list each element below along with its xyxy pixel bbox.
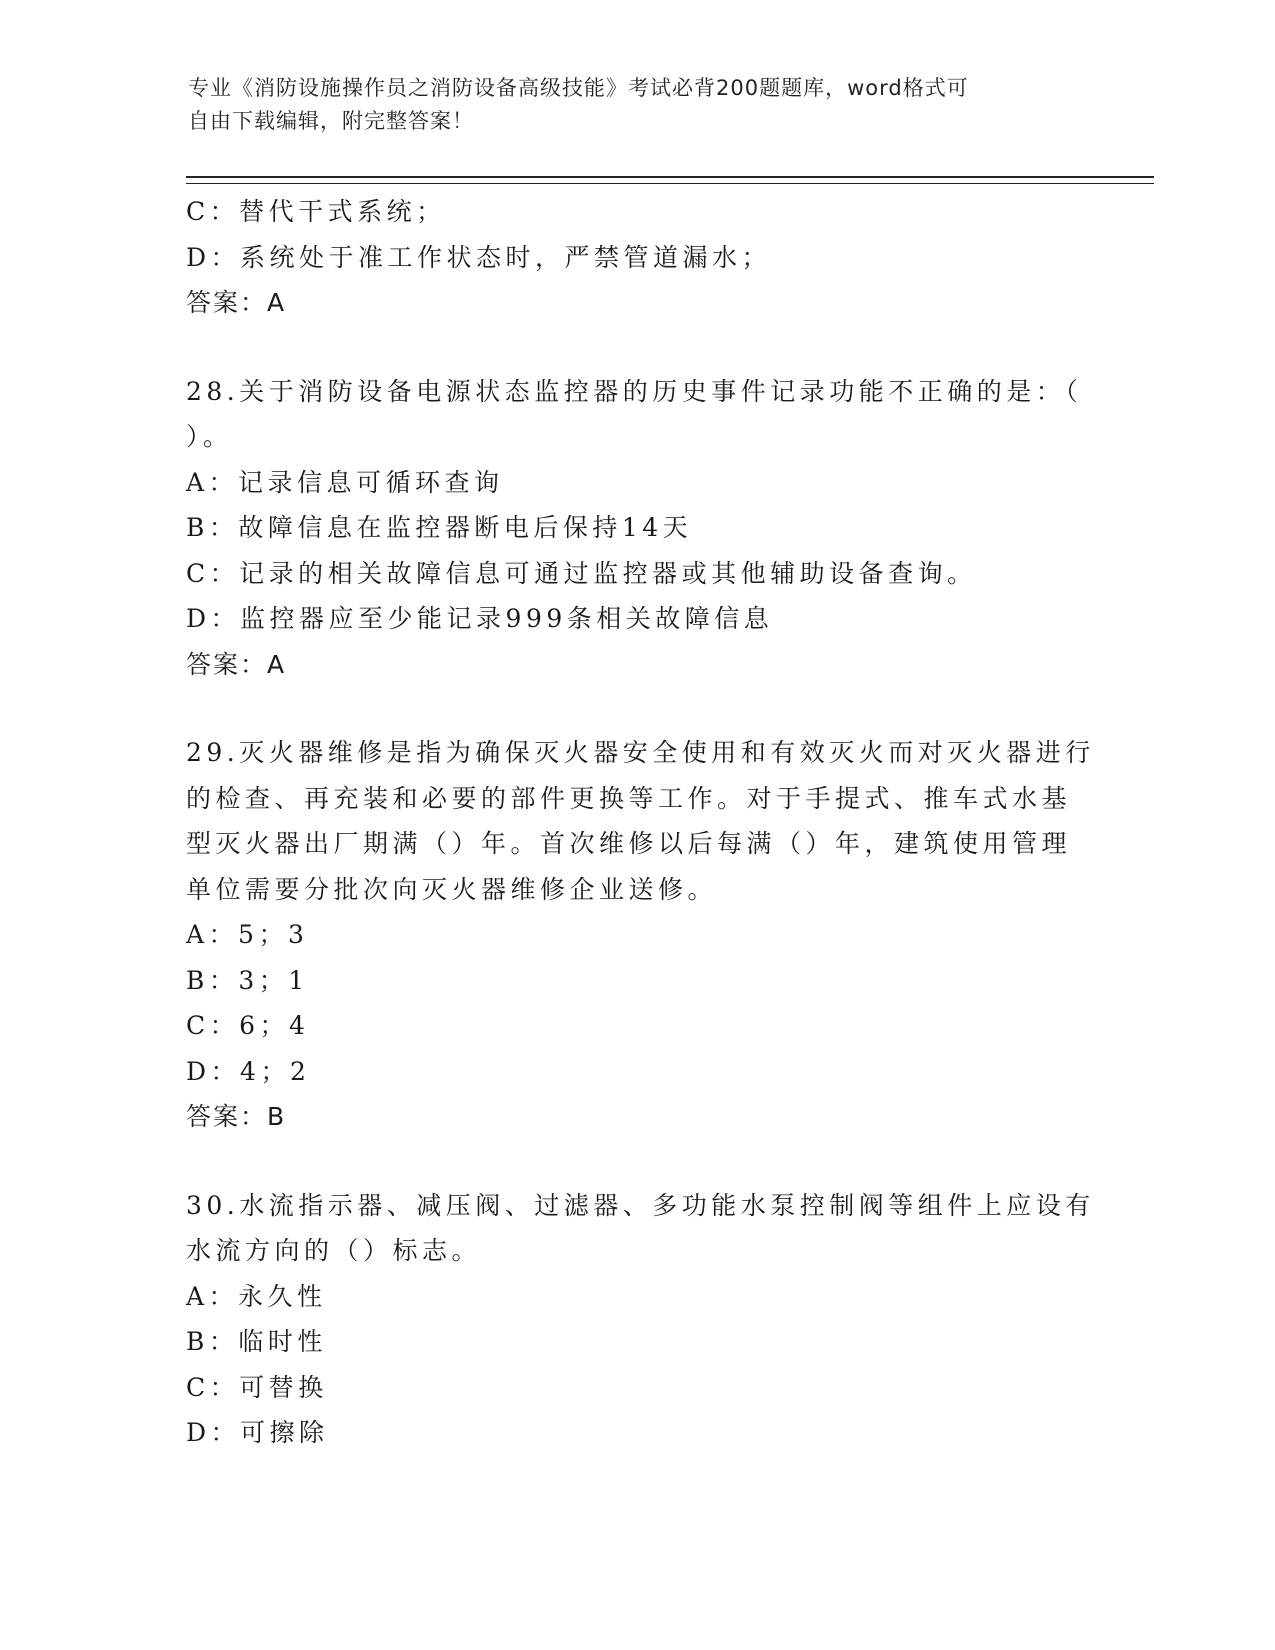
question-30	[186, 1183, 1095, 1456]
spacer	[186, 687, 1086, 730]
header-line-2: 自由下载编辑，附完整答案！	[188, 109, 474, 133]
option-d: D：4；2	[186, 1056, 311, 1086]
answer-label: 答案：B	[186, 1102, 287, 1131]
question-stem-line: 单位需要分批次向灭火器维修企业送修。	[186, 874, 718, 904]
option-a: A：5；3	[186, 920, 309, 949]
answer-label: 答案：A	[186, 649, 287, 679]
option-d: D：系统处于准工作状态时，严禁管道漏水；	[186, 242, 772, 272]
question-27-tail	[186, 189, 1086, 326]
option-c: C：替代干式系统；	[186, 197, 446, 226]
option-b: B：临时性	[186, 1327, 327, 1356]
answer-label: 答案：A	[186, 288, 287, 317]
option-a: A：记录信息可循环查询	[186, 467, 504, 497]
header-line-1: 专业《消防设施操作员之消防设备高级技能》考试必背200题题库，word格式可	[188, 76, 969, 100]
question-stem-line: 型灭火器出厂期满（）年。首次维修以后每满（）年，建筑使用管理	[186, 829, 1072, 858]
question-stem-line: ）。	[186, 422, 233, 451]
option-d: D：可擦除	[186, 1418, 329, 1447]
question-stem-line: 的检查、再充装和必要的部件更换等工作。对于手提式、推车式水基	[186, 783, 1072, 813]
header-divider	[186, 176, 1154, 184]
option-c: C：6；4	[186, 1011, 310, 1040]
question-stem-line: 28.关于消防设备电源状态监控器的历史事件记录功能不正确的是：（	[186, 376, 1083, 406]
option-c: C：可替换	[186, 1372, 328, 1402]
document-header	[188, 72, 1068, 138]
question-stem-line: 水流方向的（）标志。	[186, 1236, 482, 1265]
question-28	[186, 369, 1086, 688]
spacer	[186, 326, 1086, 369]
question-stem-line: 30.水流指示器、减压阀、过滤器、多功能水泵控制阀等组件上应设有	[186, 1190, 1095, 1220]
question-29	[186, 730, 1095, 1140]
option-c: C：记录的相关故障信息可通过监控器或其他辅助设备查询。	[186, 558, 977, 588]
option-a: A：永久性	[186, 1281, 327, 1311]
question-stem-line: 29.灭火器维修是指为确保灭火器安全使用和有效灭火而对灭火器进行	[186, 738, 1095, 767]
option-d: D：监控器应至少能记录999条相关故障信息	[186, 604, 774, 633]
spacer	[186, 1140, 1086, 1183]
question-list	[186, 189, 1095, 1456]
option-b: B：故障信息在监控器断电后保持14天	[186, 513, 693, 542]
option-b: B：3；1	[186, 965, 309, 995]
